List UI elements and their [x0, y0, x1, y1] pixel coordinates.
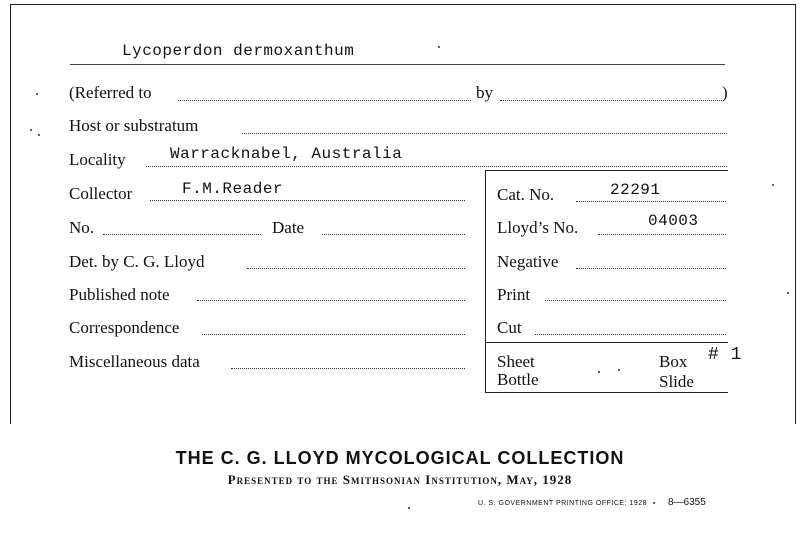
- lloyds-no-line: [598, 234, 726, 235]
- negative-label: Negative: [497, 252, 559, 271]
- det-line: [247, 268, 465, 269]
- collector-line: [150, 200, 465, 201]
- host-line: [242, 133, 727, 134]
- card-left-border: [10, 4, 11, 424]
- det-label: Det. by C. G. Lloyd: [69, 252, 205, 271]
- no-line: [103, 234, 261, 235]
- lloyds-no-value: 04003: [648, 212, 699, 230]
- published-line: [197, 300, 465, 301]
- sheet-label: Sheet: [497, 352, 535, 371]
- correspondence-label: Correspondence: [69, 318, 180, 337]
- referred-by-label: by: [476, 83, 493, 102]
- speck: [38, 134, 40, 136]
- misc-label: Miscellaneous data: [69, 352, 200, 371]
- correspondence-line: [202, 334, 465, 335]
- right-box-bottom-border: [485, 392, 728, 393]
- right-box-left-border: [485, 170, 486, 392]
- print-label: Print: [497, 285, 531, 304]
- cat-no-label: Cat. No.: [497, 185, 555, 204]
- speck: [408, 507, 410, 509]
- box-label: Box: [659, 352, 688, 371]
- locality-line: [146, 166, 727, 167]
- right-box-top-border: [485, 170, 728, 171]
- collection-subtitle: Presented to the Smithsonian Institution, May, 1928: [227, 472, 573, 487]
- speck: [653, 502, 655, 504]
- speck: [772, 184, 774, 186]
- species-underline: [70, 64, 725, 65]
- box-number: # 1: [708, 345, 742, 365]
- print-line: [545, 300, 726, 301]
- misc-line: [231, 368, 465, 369]
- locality-value: Warracknabel, Australia: [170, 145, 403, 163]
- speck: [438, 46, 440, 48]
- referred-close-paren: ): [722, 83, 728, 102]
- speck: [787, 292, 789, 294]
- printing-office-note: U. S. GOVERNMENT PRINTING OFFICE: 1928: [478, 500, 648, 507]
- date-line: [322, 234, 465, 235]
- published-label: Published note: [69, 285, 170, 304]
- collection-title: THE C. G. LLOYD MYCOLOGICAL COLLECTION: [175, 448, 625, 468]
- card-right-border: [795, 4, 796, 424]
- cut-line: [535, 334, 726, 335]
- cat-no-line: [576, 201, 726, 202]
- referred-to-label: (Referred to: [69, 83, 152, 102]
- speck: [598, 371, 600, 373]
- speck: [36, 93, 38, 95]
- card-top-border: [10, 4, 795, 5]
- slide-label: Slide: [659, 372, 694, 391]
- form-code: 8—6355: [668, 497, 706, 508]
- date-label: Date: [272, 218, 305, 237]
- locality-label: Locality: [69, 150, 126, 169]
- referred-to-line: [178, 100, 471, 101]
- collector-value: F.M.Reader: [182, 180, 284, 198]
- collector-label: Collector: [69, 184, 133, 203]
- bottle-label: Bottle: [497, 370, 539, 389]
- negative-line: [576, 268, 726, 269]
- speck: [30, 129, 32, 131]
- cat-no-value: 22291: [610, 181, 661, 199]
- lloyds-no-label: Lloyd’s No.: [497, 218, 579, 237]
- cut-label: Cut: [497, 318, 522, 337]
- host-label: Host or substratum: [69, 116, 199, 135]
- species-name: Lycoperdon dermoxanthum: [122, 42, 355, 60]
- right-box-divider: [485, 342, 728, 343]
- speck: [618, 369, 620, 371]
- referred-by-line: [500, 100, 722, 101]
- no-label: No.: [69, 218, 95, 237]
